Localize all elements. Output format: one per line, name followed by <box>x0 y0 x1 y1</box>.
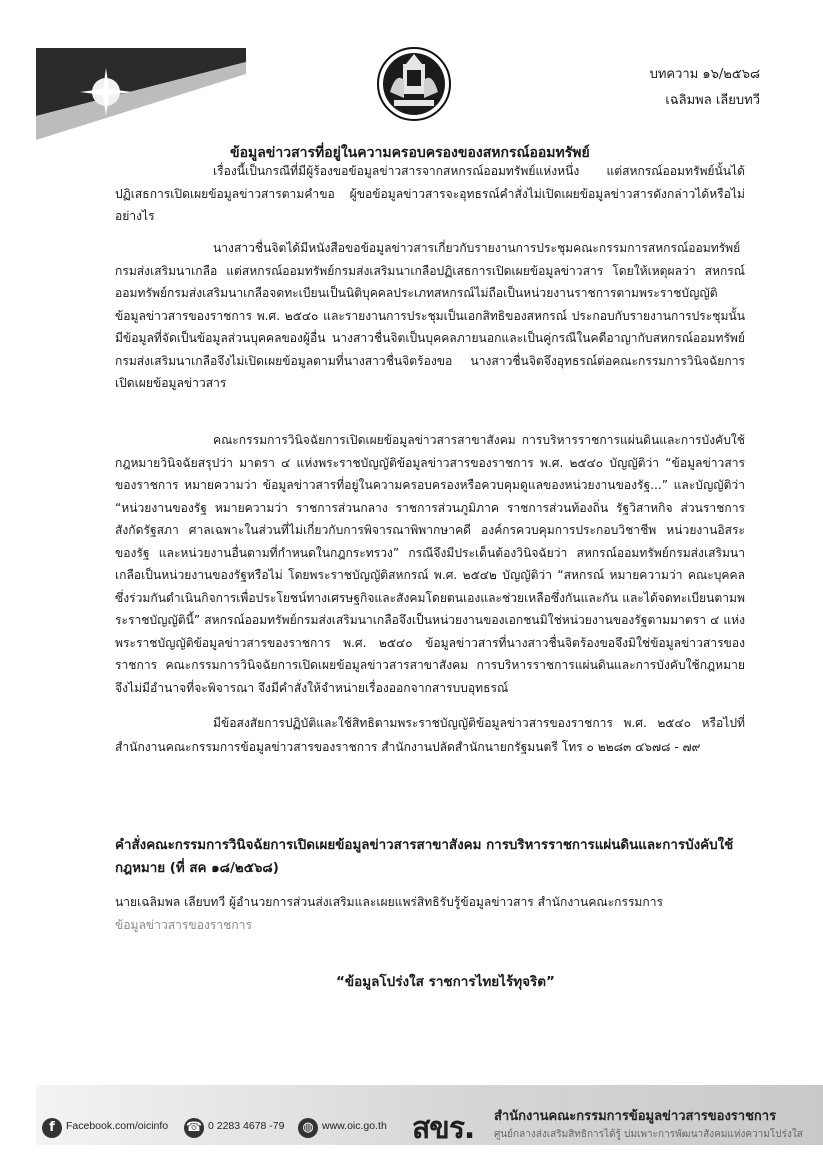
article-author: เฉลิมพล เลียบทวี <box>665 93 760 108</box>
globe-icon: ◍ <box>298 1118 318 1138</box>
decorative-corner-graphic <box>36 48 246 140</box>
footer-org-subtitle: ศูนย์กลางส่งเสริมสิทธิการได้รู้ บ่มเพาะการพัฒนาสังคมแห่งความโปร่งใส <box>494 1129 803 1140</box>
footer-phone: 0 2283 4678 -79 <box>208 1120 285 1132</box>
paragraph-decision: คณะกรรมการวินิจฉัยการเปิดเผยข้อมูลข่าวสารสาขาสังคม การบริหารราชการแผ่นดินและการบังคับใช้กฎหมายวินิจฉัยสรุปว่า มาตรา ๔ แห่งพระราชบัญญัติข้อมูลข่าวสารของราชการ พ.ศ. ๒๕๔๐ บัญญัติว่า “ข้อมูลข่าวสารของราชการ หมายความว่า ข้อมูลข่าวสารที่อยู่ในความครอบครองหรือควบคุมดูแลของหน่วยงานของรัฐ...” และบัญญัติว่า “หน่วยงานของรัฐ หมายความว่า ราชการส่วนกลาง ราชการส่วนภูมิภาค ราชการส่วนท้องถิ่น รัฐวิสาหกิจ ส่วนราชการสังกัดรัฐสภา ศาลเฉพาะในส่วนที่ไม่เกี่ยวกับการพิจารณาพิพากษาคดี องค์กรควบคุมการประกอบวิชาชีพ หน่วยงานอิสระของรัฐ และหน่วยงานอื่นตามที่กำหนดในกฎกระทรวง” กรณีจึงมีประเด็นต้องวินิจฉัยว่า สหกรณ์ออมทรัพย์กรมส่งเสริมนาเกลือเป็นหน่วยงานของรัฐหรือไม่ โดยพระราชบัญญัติสหกรณ์ พ.ศ. ๒๕๔๒ บัญญัติว่า “สหกรณ์ หมายความว่า คณะบุคคลซึ่งร่วมกันดำเนินกิจการเพื่อประโยชน์ทางเศรษฐกิจและสังคมโดยตนเองและช่วยเหลือซึ่งกันและกัน และได้จดทะเบียนตามพระราชบัญญัตินี้” สหกรณ์ออมทรัพย์กรมส่งเสริมนาเกลือจึงเป็นหน่วยงานของเอกชนมิใช่หน่วยงานของรัฐตามมาตรา ๔ แห่งพระราชบัญญัติข้อมูลข่าวสารของราชการ พ.ศ. ๒๕๔๐ ข้อมูลข่าวสารที่นางสาวชื่นจิตร้องขอจึงมิใช่ข้อมูลข่าวสารของราชการ คณะกรรมการวินิจฉัยการเปิดเผยข้อมูลข่าวสารสาขาสังคม การบริหารราชการแผ่นดินและการบังคับใช้กฎหมายจึงไม่มีอำนาจที่จะพิจารณา จึงมีคำสั่งให้จำหน่ายเรื่องออกจากสารบบอุทธรณ์ <box>115 433 745 695</box>
facebook-icon: f <box>42 1118 62 1138</box>
phone-icon: ☎ <box>184 1118 204 1138</box>
signature-line: นายเฉลิมพล เลียบทวี ผู้อำนวยการส่วนส่งเสริมและเผยแพร่สิทธิรับรู้ข้อมูลข่าวสาร สำนักงานคณะกรรมการ <box>115 895 664 909</box>
footer-org-name: สำนักงานคณะกรรมการข้อมูลข่าวสารของราชการ <box>494 1109 777 1124</box>
article-reference <box>560 62 760 114</box>
paragraph-facts: นางสาวชื่นจิตได้มีหนังสือขอข้อมูลข่าวสารเกี่ยวกับรายงานการประชุมคณะกรรมการสหกรณ์ออมทรัพย์กรมส่งเสริมนาเกลือ แต่สหกรณ์ออมทรัพย์กรมส่งเสริมนาเกลือปฏิเสธการเปิดเผยข้อมูลข่าวสาร โดยให้เหตุผลว่า สหกรณ์ออมทรัพย์กรมส่งเสริมนาเกลือจดทะเบียนเป็นนิติบุคคลประเภทสหกรณ์ไม่ถือเป็นหน่วยงานราชการตามพระราชบัญญัติข้อมูลข่าวสารของราชการ พ.ศ. ๒๕๔๐ และรายงานการประชุมเป็นเอกสิทธิของสหกรณ์ ประกอบกับรายงานการประชุมนั้นมีข้อมูลที่จัดเป็นข้อมูลส่วนบุคคลของผู้อื่น นางสาวชื่นจิตเป็นบุคคลภายนอกและเป็นคู่กรณีในคดีอาญากับสหกรณ์ออมทรัพย์กรมส่งเสริมนาเกลือจึงไม่เปิดเผยข้อมูลตามที่นางสาวชื่นจิตร้องขอ นางสาวชื่นจิตจึงอุทธรณ์ต่อคณะกรรมการวินิจฉัยการเปิดเผยข้อมูลข่าวสาร <box>115 241 745 390</box>
footer-website-link[interactable]: www.oic.go.th <box>322 1120 387 1132</box>
footer-logo: สขร. <box>412 1111 475 1146</box>
footer-facebook-link[interactable]: Facebook.com/oicinfo <box>66 1120 169 1132</box>
agency-emblem-icon <box>376 46 452 122</box>
signature-block <box>115 891 745 936</box>
signature-line-2: ข้อมูลข่าวสารของราชการ <box>115 917 252 932</box>
paragraph-question: เรื่องนี้เป็นกรณีที่มีผู้ร้องขอข้อมูลข่าวสารจากสหกรณ์ออมทรัพย์แห่งหนึ่ง แต่สหกรณ์ออมทรัพย์นั้นได้ปฏิเสธการเปิดเผยข้อมูลข่าวสารตามคำขอ ผู้ขอข้อมูลข่าวสารจะอุทธรณ์คำสั่งไม่เปิดเผยข้อมูลข่าวสารดังกล่าวได้หรือไม่ อย่างไร <box>115 164 745 223</box>
document-title: ข้อมูลข่าวสารที่อยู่ในความครอบครองของสหกรณ์ออมทรัพย์ <box>230 145 590 161</box>
slogan: “ข้อมูลโปร่งใส ราชการไทยไร้ทุจริต” <box>336 974 555 990</box>
paragraph-contact: มีข้อสงสัยการปฏิบัติและใช้สิทธิตามพระราชบัญญัติข้อมูลข่าวสารของราชการ พ.ศ. ๒๕๔๐ หรือไปที่สำนักงานคณะกรรมการข้อมูลข่าวสารของราชการ สำนักงานปลัดสำนักนายกรัฐมนตรี โทร ๐ ๒๒๘๓ ๔๖๗๘ - ๗๙ <box>115 716 745 754</box>
article-number: บทความ ๑๖/๒๕๖๘ <box>649 67 760 82</box>
order-reference-title: คำสั่งคณะกรรมการวินิจฉัยการเปิดเผยข้อมูลข่าวสารสาขาสังคม การบริหารราชการแผ่นดินและการบังคับใช้กฎหมาย (ที่ สค ๑๘/๒๕๖๘) <box>115 838 734 876</box>
footer-banner <box>36 1085 823 1145</box>
